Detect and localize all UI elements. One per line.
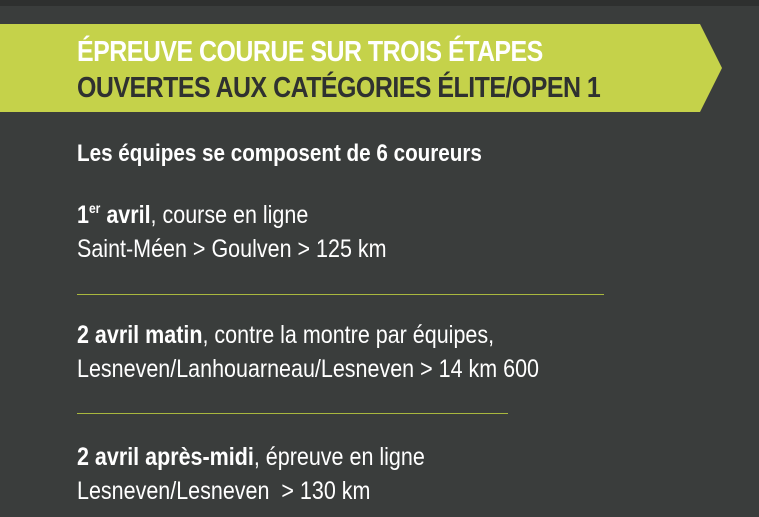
divider [77,413,508,414]
stage-3 [77,440,425,508]
stage-2-description: , contre la montre par équipes, [202,321,495,349]
stage-1-date-superscript: er [88,200,101,216]
stage-1-heading [77,198,387,232]
banner-title-line2: OUVERTES AUX CATÉGORIES ÉLITE/OPEN 1 [77,72,601,104]
stage-2-date: 2 avril matin [77,321,203,349]
stage-1-description: , course en ligne [150,201,309,229]
stage-2 [77,318,539,386]
top-strip [0,0,759,6]
stage-3-heading [77,440,425,474]
team-composition-text: Les équipes se composent de 6 coureurs [77,140,482,167]
stage-1 [77,198,387,266]
stage-2-heading [77,318,539,352]
stage-1-date-number: 1 [77,201,89,229]
stage-3-description: , épreuve en ligne [253,443,425,471]
stage-2-route: Lesneven/Lanhouarneau/Lesneven > 14 km 600 [77,355,540,383]
divider [77,294,604,295]
stage-3-route: Lesneven/Lesneven > 130 km [77,477,371,505]
banner-title-line1: ÉPREUVE COURUE SUR TROIS ÉTAPES [77,36,543,68]
stage-3-date: 2 avril après-midi [77,443,254,471]
stage-1-route: Saint-Méen > Goulven > 125 km [77,235,387,263]
stage-1-date-month: avril [100,201,151,229]
stage-1-date [77,201,151,229]
